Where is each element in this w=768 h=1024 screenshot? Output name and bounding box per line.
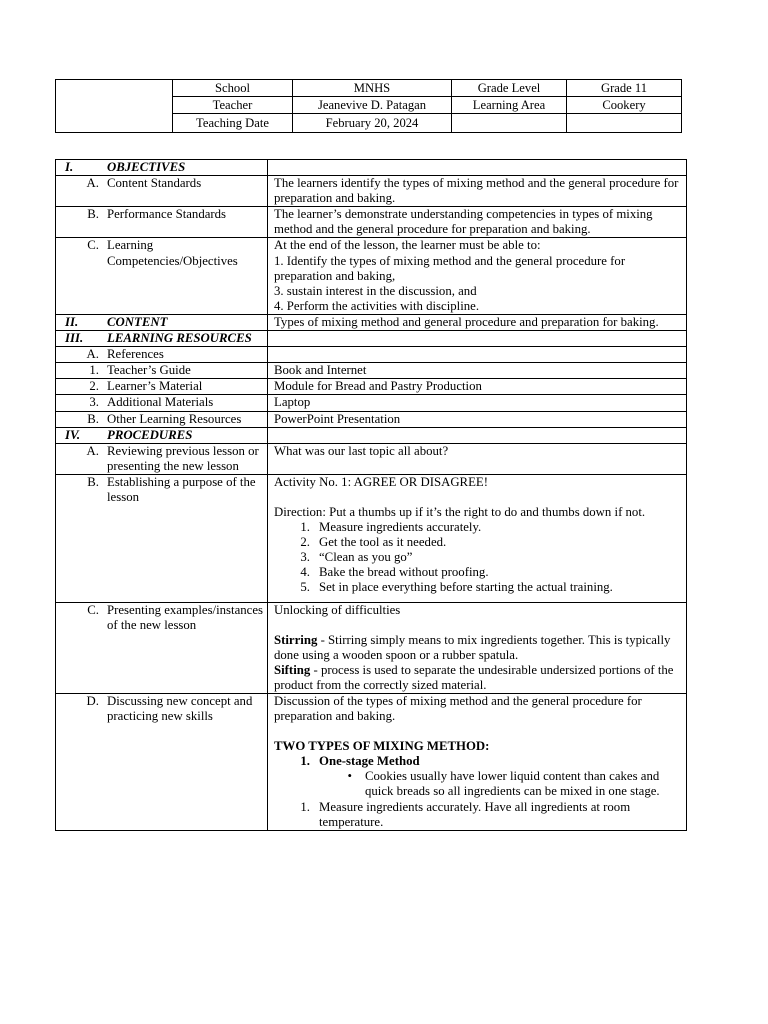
item-text: The learners identify the types of mixing method and the general procedure for preparation and baking. [268, 176, 687, 207]
item-marker: C. [87, 602, 99, 617]
competencies-row [56, 238, 687, 314]
header-cell: Jeanevive D. Patagan [293, 97, 452, 114]
activity-title: Activity No. 1: AGREE OR DISAGREE! [274, 474, 488, 489]
item-marker: A. [86, 176, 99, 191]
item-text: Module for Bread and Pastry Production [268, 379, 687, 395]
learners-material-row [56, 379, 687, 395]
activity-list [274, 520, 682, 595]
header-cell [567, 114, 682, 133]
item-marker: 3. [89, 395, 99, 410]
item-text: PowerPoint Presentation [268, 411, 687, 427]
header-cell: February 20, 2024 [293, 114, 452, 133]
presenting-row [56, 602, 687, 693]
item-marker: B. [87, 474, 99, 489]
content-standards-row [56, 176, 687, 207]
header-cell: Teaching Date [173, 114, 293, 133]
section-title: PROCEDURES [107, 427, 193, 442]
item-label: Other Learning Resources [107, 411, 242, 426]
activity-direction: Direction: Put a thumbs up if it’s the right to do and thumbs down if not. [274, 504, 646, 519]
item-label: Additional Materials [107, 395, 214, 410]
list-item: 2. Get the tool as it needed. [300, 535, 447, 550]
item-label: Discussing new concept and practicing new skills [107, 694, 253, 724]
item-marker: C. [87, 238, 99, 253]
list-item: 1. Measure ingredients accurately. [300, 520, 482, 535]
procedures-row [56, 427, 687, 443]
item-marker: A. [86, 347, 99, 362]
header-cell: Grade 11 [567, 80, 682, 97]
objectives-row [56, 160, 687, 176]
purpose-row [56, 474, 687, 602]
item-label: Reviewing previous lesson or presenting the new lesson [107, 443, 259, 473]
other-resources-row [56, 411, 687, 427]
item-marker: D. [86, 694, 99, 708]
competency-line: At the end of the lesson, the learner must be able to: [274, 238, 541, 253]
header-table [55, 79, 682, 133]
list-item: 3. “Clean as you go” [300, 550, 413, 565]
header-cell: Grade Level [452, 80, 567, 97]
item-text: What was our last topic all about? [268, 443, 687, 474]
item-label: Teacher’s Guide [107, 363, 191, 378]
teachers-guide-row [56, 363, 687, 379]
item-label: Learning Competencies/Objectives [107, 238, 238, 268]
header-cell: MNHS [293, 80, 452, 97]
discussing-row [56, 694, 687, 831]
list-item: 1. One-stage Method [300, 754, 420, 769]
item-marker: 2. [89, 379, 99, 394]
item-label: Learner’s Material [107, 379, 203, 394]
item-label: Performance Standards [107, 207, 227, 222]
item-label: Presenting examples/instances of the new lesson [107, 602, 264, 632]
discussing-intro: Discussion of the types of mixing method and the general procedure for preparation and baking. [274, 694, 642, 724]
bullet-icon: • [347, 769, 352, 784]
references-row [56, 347, 687, 363]
item-text: Book and Internet [268, 363, 687, 379]
list-item: 1. Measure ingredients accurately. Have all ingredients at room temperature. [300, 799, 631, 829]
mixing-heading: TWO TYPES OF MIXING METHOD: [274, 739, 490, 754]
item-text: The learner’s demonstrate understanding competencies in types of mixing method and the general procedure for preparation and baking. [268, 207, 687, 238]
list-item: 4. Bake the bread without proofing. [300, 565, 489, 580]
section-title: LEARNING RESOURCES [107, 331, 252, 346]
lesson-plan-table [55, 159, 687, 831]
header-cell: School [173, 80, 293, 97]
header-cell [452, 114, 567, 133]
section-title: OBJECTIVES [107, 160, 186, 174]
item-text: Types of mixing method and general procedure and preparation for baking. [268, 314, 687, 330]
item-label: References [107, 347, 164, 362]
competency-line: 4. Perform the activities with discipline. [274, 298, 480, 313]
header-blank-cell [56, 80, 173, 133]
header-cell: Cookery [567, 97, 682, 114]
section-title: CONTENT [107, 314, 168, 329]
bullet-item: • Cookies usually have lower liquid content than cakes and quick breads so all ingredients can be mixed in one stage. [274, 769, 682, 799]
competency-line: 3. sustain interest in the discussion, and [274, 283, 477, 298]
resources-row [56, 331, 687, 347]
section-marker: II. [65, 314, 79, 329]
header-cell: Teacher [173, 97, 293, 114]
section-marker: I. [65, 160, 74, 174]
section-marker: IV. [65, 427, 81, 442]
definition-stirring: Stirring - Stirring simply means to mix ingredients together. This is typically done using a wooden spoon or a rubber spatula. [274, 632, 671, 662]
step-list [274, 800, 682, 830]
item-marker: B. [87, 411, 99, 426]
additional-materials-row [56, 395, 687, 411]
item-marker: B. [87, 207, 99, 222]
item-marker: 1. [89, 363, 99, 378]
content-row [56, 314, 687, 330]
item-label: Content Standards [107, 176, 202, 191]
section-marker: III. [65, 331, 84, 346]
definition-sifting: Sifting - process is used to separate the undesirable undersized portions of the product from the correctly sized material. [274, 662, 674, 692]
presenting-intro: Unlocking of difficulties [274, 602, 401, 617]
reviewing-row [56, 443, 687, 474]
header-cell: Learning Area [452, 97, 567, 114]
item-text: Laptop [268, 395, 687, 411]
item-label: Establishing a purpose of the lesson [107, 474, 256, 504]
competency-line: 1. Identify the types of mixing method and the general procedure for preparation and baking, [274, 253, 626, 283]
item-marker: A. [86, 443, 99, 458]
list-item: 5. Set in place everything before starting the actual training. [300, 580, 613, 595]
method-list [274, 754, 682, 769]
performance-standards-row [56, 207, 687, 238]
